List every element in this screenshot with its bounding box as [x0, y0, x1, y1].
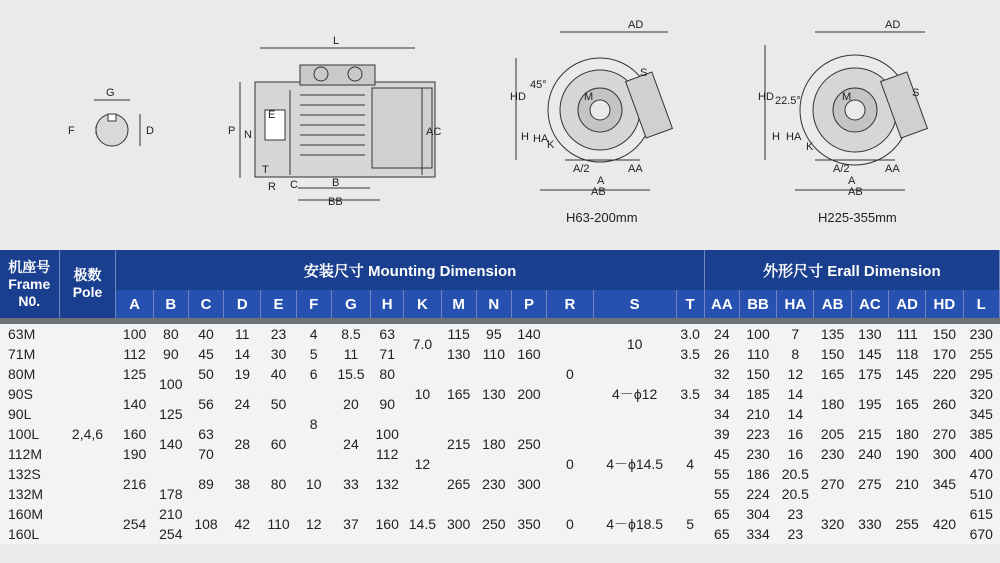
frame-cell: 90S [0, 384, 59, 404]
cell: 190 [888, 444, 925, 464]
label-AD-large: AD [885, 19, 901, 31]
cell: 165 [814, 364, 851, 384]
cell: 55 [704, 484, 739, 504]
cell: 89 [188, 464, 223, 504]
cell: 345 [963, 404, 999, 424]
frame-cell: 71M [0, 344, 59, 364]
cell: 14.5 [404, 504, 441, 544]
overall-dimension-header: 外形尺寸 Erall Dimension [704, 250, 999, 290]
cell: 110 [261, 504, 296, 544]
cell: 14 [777, 404, 814, 424]
cell: 254 [153, 524, 188, 544]
frame-cell: 132S [0, 464, 59, 484]
cell: 180 [476, 424, 511, 464]
cell: 20.5 [777, 464, 814, 484]
cell: 210 [739, 404, 776, 424]
cell: 132 [371, 464, 404, 504]
cell: 80 [371, 364, 404, 384]
table-row [0, 424, 1000, 444]
cell: 160 [116, 424, 153, 444]
cell: 28 [224, 424, 261, 464]
cell: 190 [116, 444, 153, 464]
cell: 95 [476, 324, 511, 344]
col-K: K [404, 290, 441, 318]
cell: 115 [441, 324, 476, 344]
cell: 240 [851, 444, 888, 464]
cell: 40 [261, 364, 296, 384]
cell: 60 [261, 424, 296, 464]
cell: 130 [441, 344, 476, 364]
label-S: S [640, 67, 648, 79]
cell: 334 [739, 524, 776, 544]
cell: 145 [888, 364, 925, 384]
cell: 45 [188, 344, 223, 364]
label-P: P [228, 125, 236, 137]
table-row [0, 464, 1000, 484]
cell: 19 [224, 364, 261, 384]
cell [153, 464, 188, 484]
cell: 230 [739, 444, 776, 464]
cell: 90 [153, 344, 188, 364]
col-G: G [331, 290, 370, 318]
cell: 90 [371, 384, 404, 424]
cell: 26 [704, 344, 739, 364]
cell: 65 [704, 504, 739, 524]
label-angle-45: 45° [530, 79, 547, 91]
table-row [0, 324, 1000, 344]
frame-cell: 112M [0, 444, 59, 464]
cell: 33 [331, 464, 370, 504]
cell: 165 [441, 364, 476, 424]
label-AA: AA [628, 163, 643, 175]
cell: 300 [926, 444, 963, 464]
cell: 100 [116, 324, 153, 344]
label-G: G [106, 87, 115, 99]
cell: 8 [296, 384, 331, 464]
frame-header: 机座号 Frame N0. [0, 250, 59, 318]
cell: 215 [851, 424, 888, 444]
cell: 8.5 [331, 324, 370, 344]
cell: 4－ϕ14.5 [593, 424, 676, 504]
table-row [0, 364, 1000, 384]
label-A-half: A/2 [573, 163, 590, 175]
cell: 8 [777, 344, 814, 364]
cell: 10 [593, 324, 676, 364]
col-H: H [371, 290, 404, 318]
cell: 300 [511, 464, 546, 504]
cell: 100 [739, 324, 776, 344]
col-B: B [153, 290, 188, 318]
cell: 63 [188, 424, 223, 444]
col-HA: HA [777, 290, 814, 318]
cell: 175 [851, 364, 888, 384]
cell: 5 [296, 344, 331, 364]
cell: 160 [511, 344, 546, 364]
cell: 275 [851, 464, 888, 504]
label-angle-22: 22.5° [775, 95, 801, 107]
label-H: H [521, 131, 529, 143]
cell: 4 [676, 424, 704, 504]
cell: 230 [963, 324, 999, 344]
cell: 23 [261, 324, 296, 344]
cell: 140 [511, 324, 546, 344]
cell: 615 [963, 504, 999, 524]
col-S: S [593, 290, 676, 318]
cell: 255 [888, 504, 925, 544]
label-A-large: A [848, 175, 856, 187]
cell: 80 [153, 324, 188, 344]
cell: 100 [371, 424, 404, 444]
cell: 23 [777, 524, 814, 544]
cell: 6 [296, 364, 331, 384]
cell: 24 [224, 384, 261, 424]
cell: 330 [851, 504, 888, 544]
cell: 350 [511, 504, 546, 544]
cell: 12 [404, 424, 441, 504]
cell: 30 [261, 344, 296, 364]
frame-cell: 160L [0, 524, 59, 544]
cell: 180 [888, 424, 925, 444]
cell: 5 [676, 504, 704, 544]
col-C: C [188, 290, 223, 318]
cell: 270 [926, 424, 963, 444]
col-AA: AA [704, 290, 739, 318]
label-AB-large: AB [848, 186, 863, 198]
caption-large: H225-355mm [818, 210, 897, 225]
cell: 150 [739, 364, 776, 384]
cell: 110 [739, 344, 776, 364]
cell: 255 [963, 344, 999, 364]
cell: 16 [777, 444, 814, 464]
col-L: L [963, 290, 999, 318]
cell: 80 [261, 464, 296, 504]
cell: 150 [926, 324, 963, 344]
cell: 304 [739, 504, 776, 524]
label-E: E [268, 109, 276, 121]
cell: 300 [441, 504, 476, 544]
cell: 7 [777, 324, 814, 344]
cell: 470 [963, 464, 999, 484]
cell: 125 [153, 404, 188, 424]
shaft-section-drawing [94, 100, 140, 146]
col-AD: AD [888, 290, 925, 318]
cell: 260 [926, 384, 963, 424]
cell: 10 [404, 364, 441, 424]
col-BB: BB [739, 290, 776, 318]
cell: 111 [888, 324, 925, 344]
cell: 3.0 [676, 324, 704, 344]
col-R: R [547, 290, 594, 318]
cell: 220 [926, 364, 963, 384]
cell: 3.5 [676, 344, 704, 364]
cell: 112 [371, 444, 404, 464]
cell: 130 [476, 364, 511, 424]
cell: 34 [704, 404, 739, 424]
cell: 205 [814, 424, 851, 444]
cell: 186 [739, 464, 776, 484]
col-T: T [676, 290, 704, 318]
cell: 70 [188, 444, 223, 464]
cell: 7.0 [404, 324, 441, 364]
cell: 295 [963, 364, 999, 384]
front-view-small-drawing [516, 32, 672, 190]
cell: 215 [441, 424, 476, 464]
pole-header: 极数 Pole [59, 250, 116, 318]
cell: 195 [851, 384, 888, 424]
col-M: M [441, 290, 476, 318]
technical-drawings [0, 0, 1000, 250]
cell: 510 [963, 484, 999, 504]
label-F: F [68, 125, 75, 137]
cell: 0 [547, 424, 594, 504]
cell: 265 [441, 464, 476, 504]
cell: 178 [153, 484, 188, 504]
cell: 420 [926, 504, 963, 544]
cell: 16 [777, 424, 814, 444]
cell: 4－ϕ18.5 [593, 504, 676, 544]
cell: 11 [331, 344, 370, 364]
cell: 20.5 [777, 484, 814, 504]
cell: 24 [704, 324, 739, 344]
cell: 140 [153, 424, 188, 464]
cell: 37 [331, 504, 370, 544]
cell: 71 [371, 344, 404, 364]
cell: 0 [547, 504, 594, 544]
cell: 12 [777, 364, 814, 384]
cell: 140 [116, 384, 153, 424]
table-row [0, 344, 1000, 364]
cell: 20 [331, 384, 370, 424]
cell: 4 [296, 324, 331, 344]
label-A: A [597, 175, 605, 187]
pole-cell: 2,4,6 [59, 324, 116, 544]
cell: 170 [926, 344, 963, 364]
label-HD: HD [510, 91, 526, 103]
table-row [0, 504, 1000, 524]
label-K: K [547, 139, 555, 151]
cell: 400 [963, 444, 999, 464]
frame-cell: 132M [0, 484, 59, 504]
label-B: B [332, 177, 340, 189]
cell: 150 [814, 344, 851, 364]
frame-cell: 100L [0, 424, 59, 444]
label-R: R [268, 181, 276, 193]
label-AA-large: AA [885, 163, 900, 175]
cell: 320 [814, 504, 851, 544]
cell: 210 [888, 464, 925, 504]
label-BB: BB [328, 196, 343, 208]
cell: 110 [476, 344, 511, 364]
col-F: F [296, 290, 331, 318]
col-N: N [476, 290, 511, 318]
label-AD: AD [628, 19, 644, 31]
cell: 56 [188, 384, 223, 424]
cell: 100 [153, 364, 188, 404]
cell: 50 [261, 384, 296, 424]
cell: 42 [224, 504, 261, 544]
cell: 223 [739, 424, 776, 444]
cell: 250 [476, 504, 511, 544]
frame-cell: 63M [0, 324, 59, 344]
label-AC: AC [426, 126, 442, 138]
cell: 11 [224, 324, 261, 344]
cell: 63 [371, 324, 404, 344]
cell: 200 [511, 364, 546, 424]
cell: 345 [926, 464, 963, 504]
label-H-large: H [772, 131, 780, 143]
cell: 32 [704, 364, 739, 384]
col-D: D [224, 290, 261, 318]
col-AC: AC [851, 290, 888, 318]
cell: 145 [851, 344, 888, 364]
label-HA: HA [533, 133, 549, 145]
label-T: T [262, 164, 269, 176]
cell: 10 [296, 464, 331, 504]
cell: 135 [814, 324, 851, 344]
col-A: A [116, 290, 153, 318]
frame-cell: 80M [0, 364, 59, 384]
col-AB: AB [814, 290, 851, 318]
frame-cell: 90L [0, 404, 59, 424]
cell: 130 [851, 324, 888, 344]
col-P: P [511, 290, 546, 318]
cell: 14 [224, 344, 261, 364]
cell: 24 [331, 424, 370, 464]
cell: 250 [511, 424, 546, 464]
label-N: N [244, 129, 252, 141]
label-AB: AB [591, 186, 606, 198]
cell: 38 [224, 464, 261, 504]
cell: 224 [739, 484, 776, 504]
cell: 270 [814, 464, 851, 504]
cell: 125 [116, 364, 153, 384]
cell: 216 [116, 464, 153, 504]
cell: 254 [116, 504, 153, 544]
cell: 65 [704, 524, 739, 544]
col-E: E [261, 290, 296, 318]
label-A-half-large: A/2 [833, 163, 850, 175]
cell: 0 [547, 324, 594, 424]
cell: 34 [704, 384, 739, 404]
cell: 50 [188, 364, 223, 384]
cell: 185 [739, 384, 776, 404]
dimension-table [0, 250, 1000, 563]
label-M: M [584, 91, 594, 103]
cell: 23 [777, 504, 814, 524]
label-D: D [146, 125, 154, 137]
caption-small: H63-200mm [566, 210, 638, 225]
label-M-large: M [842, 91, 852, 103]
cell: 112 [116, 344, 153, 364]
cell: 3.5 [676, 364, 704, 424]
cell: 4－ϕ12 [593, 364, 676, 424]
cell: 180 [814, 384, 851, 424]
mounting-dimension-header: 安装尺寸 Mounting Dimension [116, 250, 704, 290]
cell: 108 [188, 504, 223, 544]
cell: 55 [704, 464, 739, 484]
cell: 118 [888, 344, 925, 364]
cell: 15.5 [331, 364, 370, 384]
cell: 320 [963, 384, 999, 404]
frame-cell: 160M [0, 504, 59, 524]
cell: 210 [153, 504, 188, 524]
cell: 14 [777, 384, 814, 404]
cell: 45 [704, 444, 739, 464]
col-HD: HD [926, 290, 963, 318]
cell: 230 [814, 444, 851, 464]
cell: 40 [188, 324, 223, 344]
label-C: C [290, 179, 298, 191]
label-K-large: K [806, 141, 814, 153]
cell: 160 [371, 504, 404, 544]
label-HA-large: HA [786, 131, 802, 143]
cell: 230 [476, 464, 511, 504]
cell: 385 [963, 424, 999, 444]
cell: 12 [296, 504, 331, 544]
label-S-large: S [912, 87, 920, 99]
label-HD-large: HD [758, 91, 774, 103]
cell: 39 [704, 424, 739, 444]
cell: 670 [963, 524, 999, 544]
label-L: L [333, 35, 340, 47]
cell: 165 [888, 384, 925, 424]
